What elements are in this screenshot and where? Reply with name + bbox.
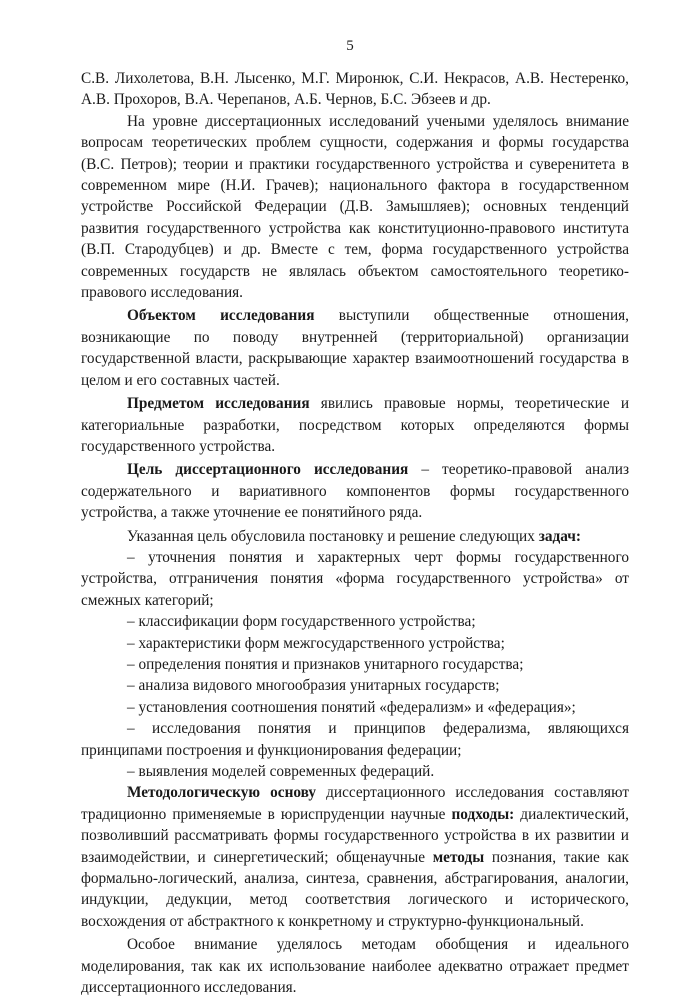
- tasks-intro: Указанная цель обусловила постановку и решение следующих: [127, 527, 539, 545]
- paragraph-methodology: [81, 782, 629, 932]
- paragraph-subject: [81, 393, 629, 457]
- task-item: – классификации форм государственного устройства;: [127, 613, 476, 631]
- paragraph-object: [81, 305, 629, 391]
- task-item: – выявления моделей современных федераций.: [127, 763, 435, 780]
- method-approaches-label: подходы:: [451, 805, 515, 823]
- object-label: Объектом исследования: [127, 307, 315, 325]
- paragraph-special-attention: Особое внимание уделялось методам обобщения и идеального моделирования, так как их использование наиболее адекватно отражает предмет диссертационного исследования.: [81, 936, 629, 997]
- method-text-1: диссертационного исследования составляют традиционно применяемые в юриспруденции научные: [81, 784, 630, 823]
- paragraph-tasks-intro: [81, 526, 629, 547]
- document-body: [81, 68, 629, 998]
- task-item: – установления соотношения понятий «федерализм» и «федерация»;: [127, 698, 576, 716]
- subject-text: явились правовые нормы, теоретические и категориальные разработки, посредством которых определяются формы государственного устройства.: [81, 395, 630, 455]
- method-label: Методологическую основу: [127, 784, 317, 802]
- task-item: – анализа видового многообразия унитарных государств;: [127, 677, 500, 695]
- method-text-3: познания, такие как формально-логический, анализа, синтеза, сравнения, абстрагирования, аналогии, индукции, дедукции, метод соответствия логического и исторического, восхождения от абстрактного к конкретному и структурно-функциональный.: [81, 848, 629, 930]
- paragraph-authors: С.В. Лихолетова, В.Н. Лысенко, М.Г. Миронюк, С.И. Некрасов, А.В. Нестеренко, А.В. Прохоров, В.А. Черепанов, А.Б. Чернов, Б.С. Эбзеев и др.: [81, 70, 629, 109]
- tasks-label: задач:: [538, 527, 581, 545]
- method-methods-label: методы: [432, 848, 485, 866]
- object-text: выступили общественные отношения, возникающие по поводу внутренней (территориальной) организации государственной власти, раскрывающие характер взаимоотношений государства в целом и его составных частей.: [81, 307, 629, 389]
- page-number: 5: [346, 38, 354, 54]
- paragraph-dissertation-level: На уровне диссертационных исследований учеными уделялось внимание вопросам теоретических проблем сущности, содержания и формы государства (В.С. Петров); теории и практики государственного устройства и суверенитета в современном мире (Н.И. Грачев); национального фактора в государственном устройстве Российской Федерации (Д.В. Замышляев); основных тенденций развития государственного устройства как конституционно-правового института (В.П. Стародубцев) и др. Вместе с тем, форма государственного устройства современных государств не являлась объектом самостоятельного теоретико-правового исследования.: [81, 112, 629, 302]
- goal-text: – теоретико-правовой анализ содержательного и вариативного компонентов формы государственного устройства, а также уточнение ее понятийного ряда.: [81, 461, 629, 522]
- method-text-2: диалектический, позволивший рассматривать формы государственного устройства в их развитии и взаимодействии, и синергетический; общенаучные: [81, 805, 629, 866]
- goal-label: Цель диссертационного исследования: [127, 461, 409, 479]
- paragraph-goal: [81, 459, 629, 523]
- subject-label: Предметом исследования: [127, 395, 310, 413]
- task-item: – характеристики форм межгосударственного устройства;: [127, 634, 505, 652]
- task-item: – определения понятия и признаков унитарного государства;: [127, 655, 524, 673]
- task-item: – уточнения понятия и характерных черт формы государственного устройства, отграничения понятия «форма государственного устройства» от смежных категорий;: [81, 548, 629, 609]
- task-item: – исследования понятия и принципов федерализма, являющихся принципами построения и функционирования федерации;: [81, 720, 629, 759]
